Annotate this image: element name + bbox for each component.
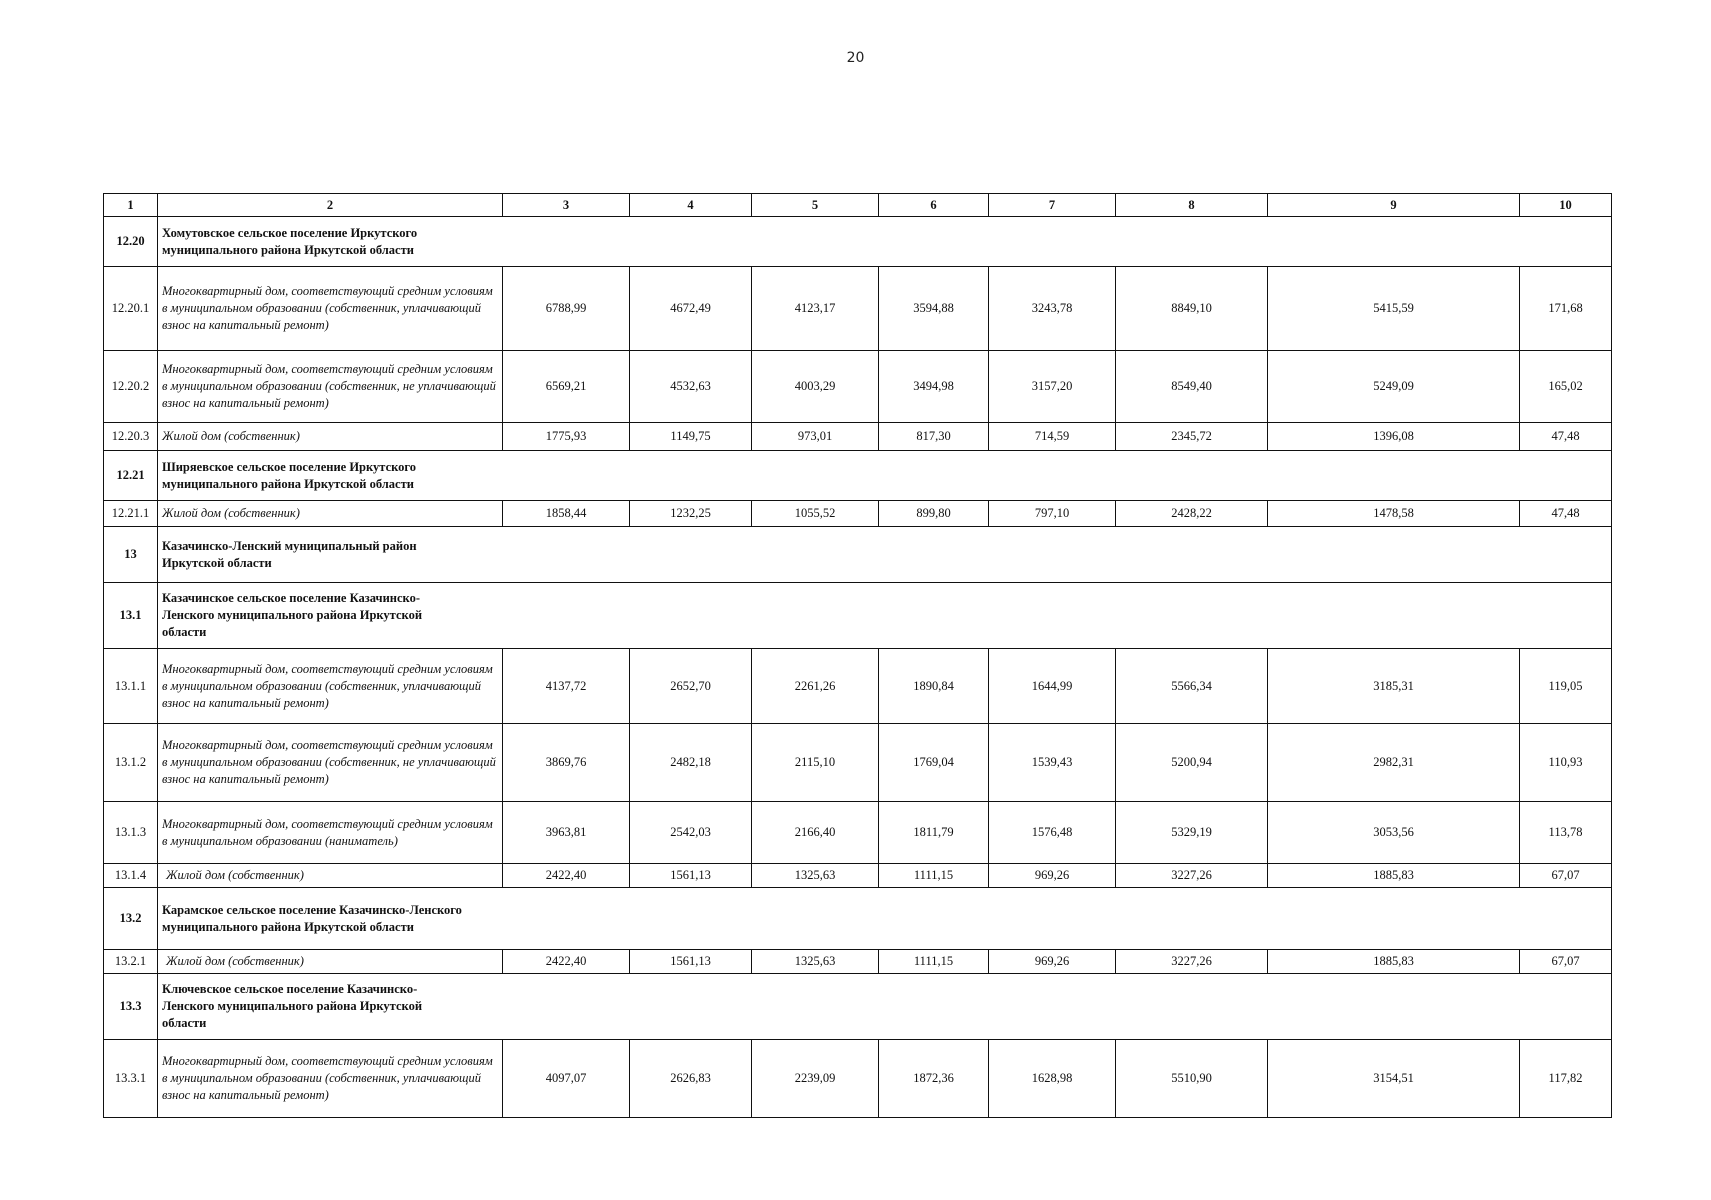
section-number: 13	[104, 527, 158, 583]
cell-value: 1644,99	[989, 649, 1116, 724]
row-description: Многоквартирный дом, соответствующий средним условиям в муниципальном образовании (собственник, уплачивающий взнос на капитальный ремонт)	[158, 649, 503, 724]
tariff-table	[103, 193, 1612, 1118]
cell-value: 3185,31	[1268, 649, 1520, 724]
column-header: 7	[989, 194, 1116, 217]
cell-value: 47,48	[1520, 423, 1612, 451]
cell-value: 1149,75	[630, 423, 752, 451]
row-number: 13.1.3	[104, 802, 158, 864]
section-row	[104, 583, 1612, 649]
cell-value: 110,93	[1520, 724, 1612, 802]
row-number: 13.1.4	[104, 864, 158, 888]
cell-value: 2626,83	[630, 1040, 752, 1118]
cell-value: 1539,43	[989, 724, 1116, 802]
row-description: Многоквартирный дом, соответствующий средним условиям в муниципальном образовании (собственник, не уплачивающий взнос на капитальный ремонт)	[158, 724, 503, 802]
section-row	[104, 974, 1612, 1040]
cell-value: 3227,26	[1116, 864, 1268, 888]
row-number: 12.21.1	[104, 501, 158, 527]
section-title: Карамское сельское поселение Казачинско-Ленского муниципального района Иркутской области	[158, 888, 1612, 950]
cell-value: 1885,83	[1268, 864, 1520, 888]
cell-value: 1775,93	[503, 423, 630, 451]
cell-value: 1890,84	[879, 649, 989, 724]
cell-value: 1576,48	[989, 802, 1116, 864]
cell-value: 2428,22	[1116, 501, 1268, 527]
cell-value: 171,68	[1520, 267, 1612, 351]
cell-value: 1885,83	[1268, 950, 1520, 974]
cell-value: 5415,59	[1268, 267, 1520, 351]
cell-value: 1628,98	[989, 1040, 1116, 1118]
cell-value: 4123,17	[752, 267, 879, 351]
row-description: Жилой дом (собственник)	[158, 864, 503, 888]
cell-value: 2422,40	[503, 864, 630, 888]
cell-value: 1811,79	[879, 802, 989, 864]
column-header: 8	[1116, 194, 1268, 217]
column-header: 9	[1268, 194, 1520, 217]
cell-value: 1478,58	[1268, 501, 1520, 527]
cell-value: 3494,98	[879, 351, 989, 423]
cell-value: 3594,88	[879, 267, 989, 351]
cell-value: 714,59	[989, 423, 1116, 451]
cell-value: 5329,19	[1116, 802, 1268, 864]
cell-value: 4097,07	[503, 1040, 630, 1118]
section-row	[104, 451, 1612, 501]
section-title: Хомутовское сельское поселение Иркутского муниципального района Иркутской области	[158, 217, 1612, 267]
cell-value: 3869,76	[503, 724, 630, 802]
cell-value: 2261,26	[752, 649, 879, 724]
row-number: 12.20.3	[104, 423, 158, 451]
cell-value: 47,48	[1520, 501, 1612, 527]
section-number: 13.3	[104, 974, 158, 1040]
cell-value: 1561,13	[630, 864, 752, 888]
table-row	[104, 351, 1612, 423]
cell-value: 8849,10	[1116, 267, 1268, 351]
column-header: 3	[503, 194, 630, 217]
cell-value: 1232,25	[630, 501, 752, 527]
cell-value: 119,05	[1520, 649, 1612, 724]
cell-value: 969,26	[989, 950, 1116, 974]
cell-value: 4532,63	[630, 351, 752, 423]
cell-value: 6788,99	[503, 267, 630, 351]
cell-value: 1396,08	[1268, 423, 1520, 451]
cell-value: 3154,51	[1268, 1040, 1520, 1118]
row-description: Многоквартирный дом, соответствующий средним условиям в муниципальном образовании (собственник, уплачивающий взнос на капитальный ремонт)	[158, 1040, 503, 1118]
cell-value: 67,07	[1520, 864, 1612, 888]
cell-value: 4003,29	[752, 351, 879, 423]
cell-value: 2345,72	[1116, 423, 1268, 451]
cell-value: 2542,03	[630, 802, 752, 864]
column-header: 2	[158, 194, 503, 217]
column-header: 1	[104, 194, 158, 217]
cell-value: 117,82	[1520, 1040, 1612, 1118]
cell-value: 8549,40	[1116, 351, 1268, 423]
cell-value: 3963,81	[503, 802, 630, 864]
cell-value: 2422,40	[503, 950, 630, 974]
row-description: Многоквартирный дом, соответствующий средним условиям в муниципальном образовании (собственник, не уплачивающий взнос на капитальный ремонт)	[158, 351, 503, 423]
cell-value: 1561,13	[630, 950, 752, 974]
cell-value: 4672,49	[630, 267, 752, 351]
cell-value: 2239,09	[752, 1040, 879, 1118]
cell-value: 2166,40	[752, 802, 879, 864]
table-row	[104, 501, 1612, 527]
section-row	[104, 888, 1612, 950]
section-number: 13.1	[104, 583, 158, 649]
section-number: 12.20	[104, 217, 158, 267]
row-description: Многоквартирный дом, соответствующий средним условиям в муниципальном образовании (наниматель)	[158, 802, 503, 864]
cell-value: 2115,10	[752, 724, 879, 802]
cell-value: 3053,56	[1268, 802, 1520, 864]
cell-value: 1055,52	[752, 501, 879, 527]
cell-value: 5510,90	[1116, 1040, 1268, 1118]
table-row	[104, 423, 1612, 451]
cell-value: 2652,70	[630, 649, 752, 724]
header-row	[104, 194, 1612, 217]
row-number: 13.3.1	[104, 1040, 158, 1118]
table-row	[104, 864, 1612, 888]
row-description: Жилой дом (собственник)	[158, 950, 503, 974]
row-description: Многоквартирный дом, соответствующий средним условиям в муниципальном образовании (собственник, уплачивающий взнос на капитальный ремонт)	[158, 267, 503, 351]
cell-value: 3227,26	[1116, 950, 1268, 974]
cell-value: 1872,36	[879, 1040, 989, 1118]
table-row	[104, 1040, 1612, 1118]
cell-value: 3157,20	[989, 351, 1116, 423]
cell-value: 2982,31	[1268, 724, 1520, 802]
cell-value: 1325,63	[752, 950, 879, 974]
cell-value: 1111,15	[879, 864, 989, 888]
column-header: 4	[630, 194, 752, 217]
section-title: Казачинско-Ленский муниципальный район Иркутской области	[158, 527, 1612, 583]
cell-value: 973,01	[752, 423, 879, 451]
row-number: 12.20.2	[104, 351, 158, 423]
cell-value: 1111,15	[879, 950, 989, 974]
cell-value: 3243,78	[989, 267, 1116, 351]
cell-value: 5249,09	[1268, 351, 1520, 423]
section-title: Ключевское сельское поселение Казачинско-Ленского муниципального района Иркутской области	[158, 974, 1612, 1040]
column-header: 6	[879, 194, 989, 217]
cell-value: 67,07	[1520, 950, 1612, 974]
cell-value: 6569,21	[503, 351, 630, 423]
cell-value: 2482,18	[630, 724, 752, 802]
section-row	[104, 217, 1612, 267]
table-row	[104, 267, 1612, 351]
row-number: 13.2.1	[104, 950, 158, 974]
cell-value: 165,02	[1520, 351, 1612, 423]
cell-value: 1769,04	[879, 724, 989, 802]
page-number: 20	[846, 50, 865, 66]
section-number: 12.21	[104, 451, 158, 501]
section-title: Ширяевское сельское поселение Иркутского муниципального района Иркутской области	[158, 451, 1612, 501]
cell-value: 797,10	[989, 501, 1116, 527]
cell-value: 4137,72	[503, 649, 630, 724]
table-row	[104, 649, 1612, 724]
row-description: Жилой дом (собственник)	[158, 423, 503, 451]
table-row	[104, 802, 1612, 864]
cell-value: 1858,44	[503, 501, 630, 527]
section-number: 13.2	[104, 888, 158, 950]
cell-value: 899,80	[879, 501, 989, 527]
row-description: Жилой дом (собственник)	[158, 501, 503, 527]
section-row	[104, 527, 1612, 583]
table-row	[104, 950, 1612, 974]
cell-value: 969,26	[989, 864, 1116, 888]
cell-value: 1325,63	[752, 864, 879, 888]
cell-value: 5566,34	[1116, 649, 1268, 724]
cell-value: 113,78	[1520, 802, 1612, 864]
column-header: 10	[1520, 194, 1612, 217]
table-row	[104, 724, 1612, 802]
column-header: 5	[752, 194, 879, 217]
cell-value: 5200,94	[1116, 724, 1268, 802]
row-number: 13.1.1	[104, 649, 158, 724]
cell-value: 817,30	[879, 423, 989, 451]
section-title: Казачинское сельское поселение Казачинско-Ленского муниципального района Иркутской области	[158, 583, 1612, 649]
row-number: 13.1.2	[104, 724, 158, 802]
row-number: 12.20.1	[104, 267, 158, 351]
